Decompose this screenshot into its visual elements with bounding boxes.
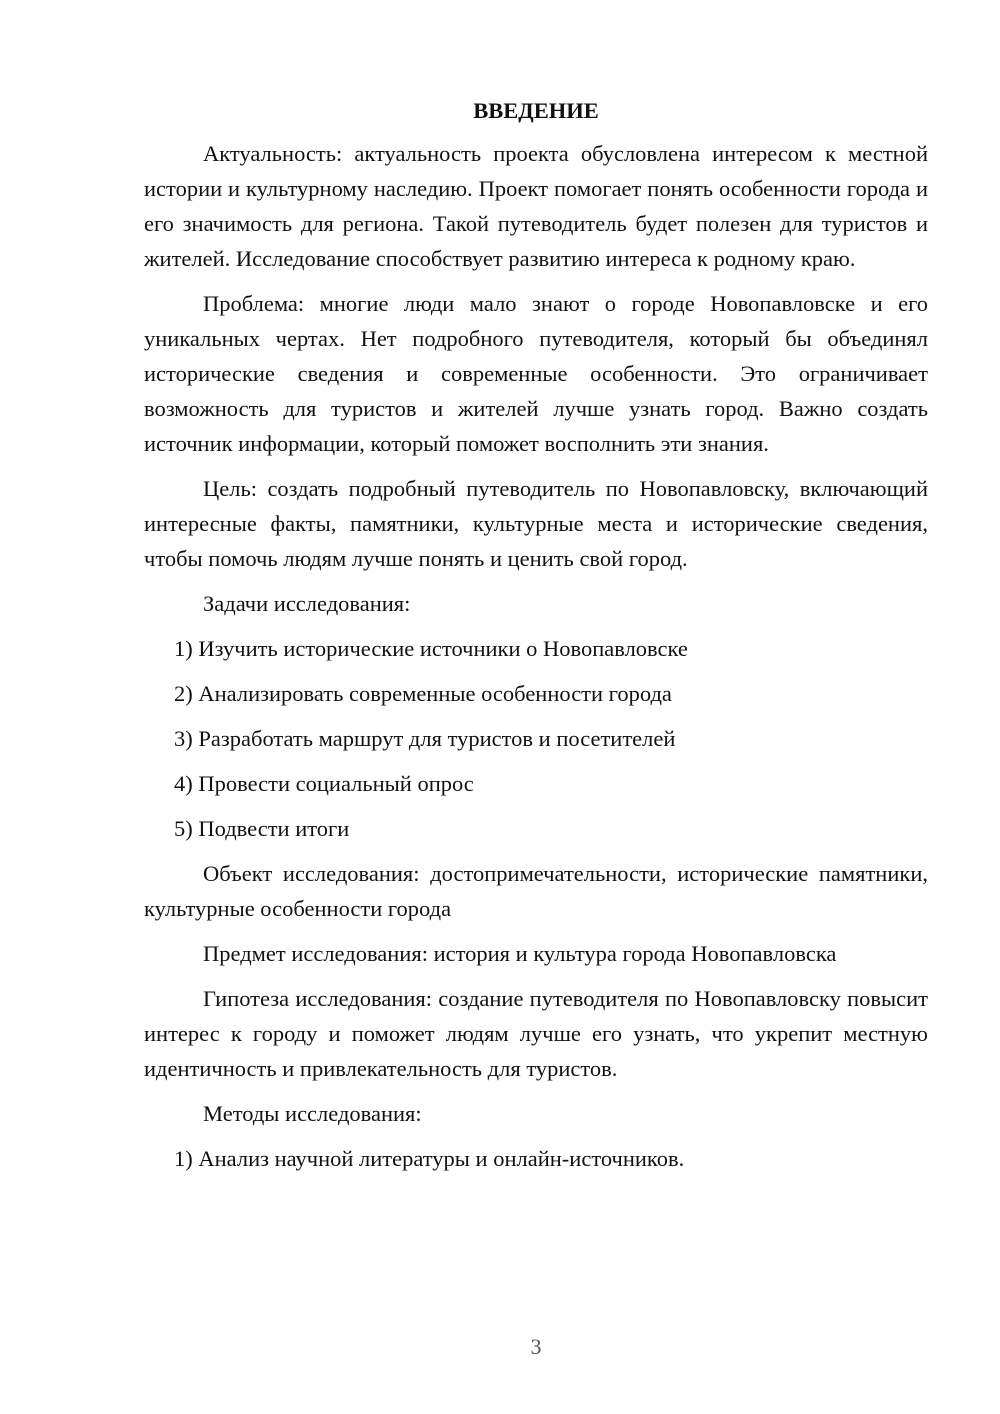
object-paragraph: Объект исследования: достопримечательности, исторические памятники, культурные особенности города [144,861,928,921]
task-item: 4) Провести социальный опрос [174,771,474,796]
task-item: 2) Анализировать современные особенности города [174,681,672,706]
page-content [144,96,928,1186]
page-number: 3 [530,1334,542,1359]
methods-label: Методы исследования: [203,1101,422,1126]
hypothesis-paragraph: Гипотеза исследования: создание путеводителя по Новопавловску повысит интерес к городу и поможет людям лучше его узнать, что укрепит местную идентичность и привлекательность для туристов. [144,986,928,1081]
method-item: 1) Анализ научной литературы и онлайн-источников. [174,1146,685,1171]
subject-paragraph: Предмет исследования: история и культура города Новопавловска [203,941,837,966]
task-item: 3) Разработать маршрут для туристов и посетителей [174,726,676,751]
relevance-paragraph: Актуальность: актуальность проекта обусловлена интересом к местной истории и культурному наследию. Проект помогает понять особенности города и его значимость для региона. Такой путеводитель будет полезен для туристов и жителей. Исследование способствует развитию интереса к родному краю. [144,141,928,271]
task-item: 1) Изучить исторические источники о Новопавловске [174,636,688,661]
tasks-label: Задачи исследования: [203,591,411,616]
problem-paragraph: Проблема: многие люди мало знают о городе Новопавловске и его уникальных чертах. Нет подробного путеводителя, который бы объединял исторические сведения и современные особенности. Это ограничивает возможность для туристов и жителей лучше узнать город. Важно создать источник информации, который поможет восполнить эти знания. [144,291,928,456]
task-item: 5) Подвести итоги [174,816,350,841]
section-title: ВВЕДЕНИЕ [473,98,599,123]
goal-paragraph: Цель: создать подробный путеводитель по Новопавловску, включающий интересные факты, памятники, культурные места и исторические сведения, чтобы помочь людям лучше понять и ценить свой город. [144,476,928,571]
